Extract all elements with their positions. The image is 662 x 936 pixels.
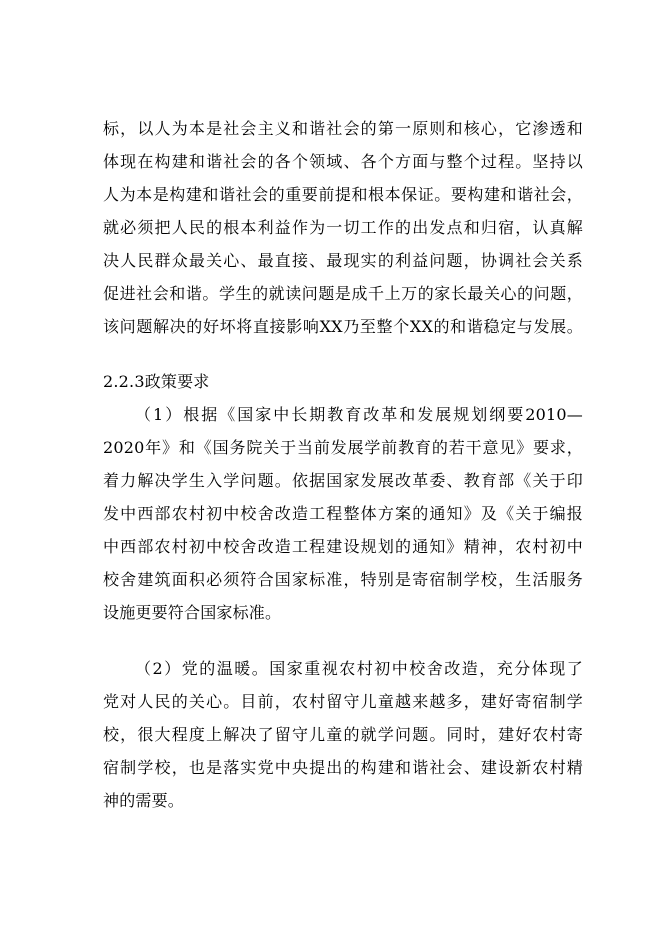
paragraph-1-line-4: 就必须把人民的根本利益作为一切工作的出发点和归宿，认真解 bbox=[103, 218, 583, 237]
paragraph-2-line-3: 着力解决学生入学问题。依据国家发展改革委、教育部《关于印 bbox=[103, 471, 583, 490]
paragraph-3-line-2: 党对人民的关心。目前，农村留守儿童越来越多，建好寄宿制学 bbox=[103, 692, 583, 711]
paragraph-1-line-2: 体现在构建和谐社会的各个领域、各个方面与整个过程。坚持以 bbox=[103, 152, 583, 171]
paragraph-2-line-5: 中西部农村初中校舍改造工程建设规划的通知》精神，农村初中 bbox=[103, 537, 583, 556]
paragraph-1-line-1: 标，以人为本是社会主义和谐社会的第一原则和核心，它渗透和 bbox=[103, 119, 583, 138]
paragraph-2-line-6: 校舍建筑面积必须符合国家标准，特别是寄宿制学校，生活服务 bbox=[103, 570, 583, 589]
section-heading: 2.2.3政策要求 bbox=[103, 372, 210, 391]
paragraph-1-line-5: 决人民群众最关心、最直接、最现实的利益问题，协调社会关系 bbox=[103, 251, 583, 270]
paragraph-2-line-1: （1）根据《国家中长期教育改革和发展规划纲要2010— bbox=[135, 405, 583, 424]
paragraph-3-line-4: 宿制学校，也是落实党中央提出的构建和谐社会、建设新农村精 bbox=[103, 758, 583, 777]
paragraph-2-line-4: 发中西部农村初中校舍改造工程整体方案的通知》及《关于编报 bbox=[103, 504, 583, 523]
paragraph-2-line-7: 设施更要符合国家标准。 bbox=[103, 603, 282, 622]
paragraph-3-line-3: 校，很大程度上解决了留守儿童的就学问题。同时，建好农村寄 bbox=[103, 725, 583, 744]
paragraph-3-line-1: （2）党的温暖。国家重视农村初中校舍改造，充分体现了 bbox=[135, 659, 583, 678]
paragraph-1-line-7: 该问题解决的好坏将直接影响XX乃至整个XX的和谐稳定与发展。 bbox=[103, 317, 583, 336]
paragraph-2-line-2: 2020年》和《国务院关于当前发展学前教育的若干意见》要求， bbox=[103, 438, 583, 457]
paragraph-1-line-3: 人为本是构建和谐社会的重要前提和根本保证。要构建和谐社会， bbox=[103, 185, 583, 204]
paragraph-3-line-5: 神的需要。 bbox=[103, 791, 185, 810]
paragraph-1-line-6: 促进社会和谐。学生的就读问题是成千上万的家长最关心的问题， bbox=[103, 284, 583, 303]
